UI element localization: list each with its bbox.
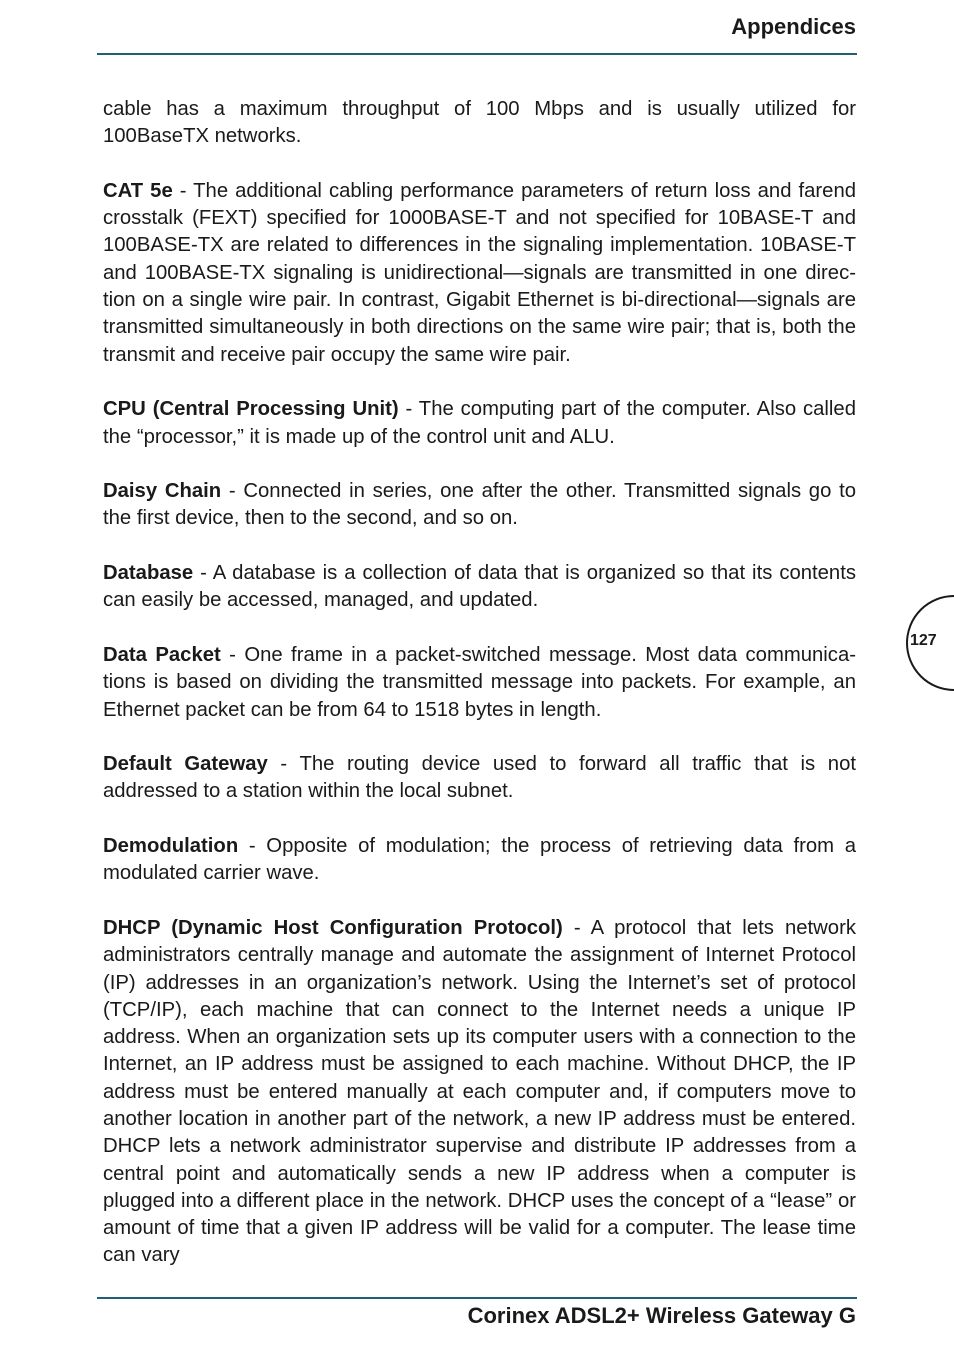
page-footer-title: Corinex ADSL2+ Wireless Gateway G <box>467 1303 856 1328</box>
glossary-term: Daisy Chain <box>103 480 222 503</box>
glossary-term: Default Gateway <box>103 753 268 776</box>
page-header-title: Appendices <box>731 14 856 39</box>
glossary-definition: cable has a maximum throughput of 100 Mbps and is usually utilized for 100BaseTX networks. <box>103 98 856 148</box>
glossary-definition: - One frame in a packet-switched message. Most data communications is based on dividing the transmitted message into packets. For example, an Ethernet packet can be from 64 to 1518 bytes in length. <box>103 643 856 721</box>
glossary-term: Database <box>103 562 194 585</box>
glossary-content <box>103 96 856 1270</box>
glossary-entry-demodulation <box>103 833 856 888</box>
glossary-definition: - A database is a collection of data that is organized so that its contents can easily be accessed, managed, and updated. <box>103 562 856 612</box>
glossary-entry-cpu <box>103 396 856 451</box>
glossary-term: CAT 5e <box>103 179 173 202</box>
glossary-entry-daisy-chain <box>103 478 856 533</box>
glossary-term: Demodulation <box>103 835 239 858</box>
glossary-definition: - The additional cabling performance parameters of return loss and farend crosstalk (FEXT) specified for 1000BASE-T and not specified for 10BASE-T and 100BASE-TX are related to differences in the signaling implementation. 10BASE-T and 100BASE-TX signaling is unidirectional—signals are transmitted in one direction on a single wire pair. In contrast, Gigabit Ethernet is bi-directional—signals are transmitted simultaneously in both directions on the same wire pair; that is, both the transmit and receive pair occupy the same wire pair. <box>103 179 856 366</box>
glossary-term: DHCP (Dynamic Host Configuration Protocol) <box>103 916 563 939</box>
glossary-term: CPU (Central Processing Unit) <box>103 398 399 421</box>
glossary-definition: - Opposite of modulation; the process of retrieving data from a modulated carrier wave. <box>103 835 856 885</box>
glossary-entry-cat5e <box>103 178 856 369</box>
header-divider <box>97 53 857 55</box>
page-number: 127 <box>910 632 937 649</box>
glossary-entry-default-gateway <box>103 751 856 806</box>
glossary-term: Data Packet <box>103 643 221 666</box>
glossary-entry-dhcp <box>103 915 856 1270</box>
glossary-entry-continuation <box>103 96 856 151</box>
glossary-definition: - The computing part of the computer. Also called the “processor,” it is made up of the control unit and ALU. <box>103 398 856 448</box>
glossary-definition: - Connected in series, one after the other. Transmitted signals go to the first device, then to the second, and so on. <box>103 480 856 530</box>
footer-divider <box>97 1297 857 1299</box>
glossary-entry-data-packet <box>103 642 856 724</box>
glossary-definition: - The routing device used to forward all traffic that is not addressed to a station within the local subnet. <box>103 753 856 803</box>
glossary-entry-database <box>103 560 856 615</box>
glossary-definition: - A protocol that lets network administrators centrally manage and automate the assignment of Internet Protocol (IP) addresses in an organization’s network. Using the Internet’s set of protocol (TCP/IP), each machine that can connect to the Internet needs a unique IP address. When an organization sets up its computer users with a connection to the Internet, an IP address must be assigned to each machine. Without DHCP, the IP address must be entered manually at each computer and, if computers move to another location in another part of the network, a new IP address must be entered. DHCP lets a network administrator supervise and distribute IP addresses from a central point and automatically sends a new IP address when a computer is plugged into a different place in the network. DHCP uses the concept of a “lease” or amount of time that a given IP address will be valid for a computer. The lease time can vary <box>103 916 856 1267</box>
